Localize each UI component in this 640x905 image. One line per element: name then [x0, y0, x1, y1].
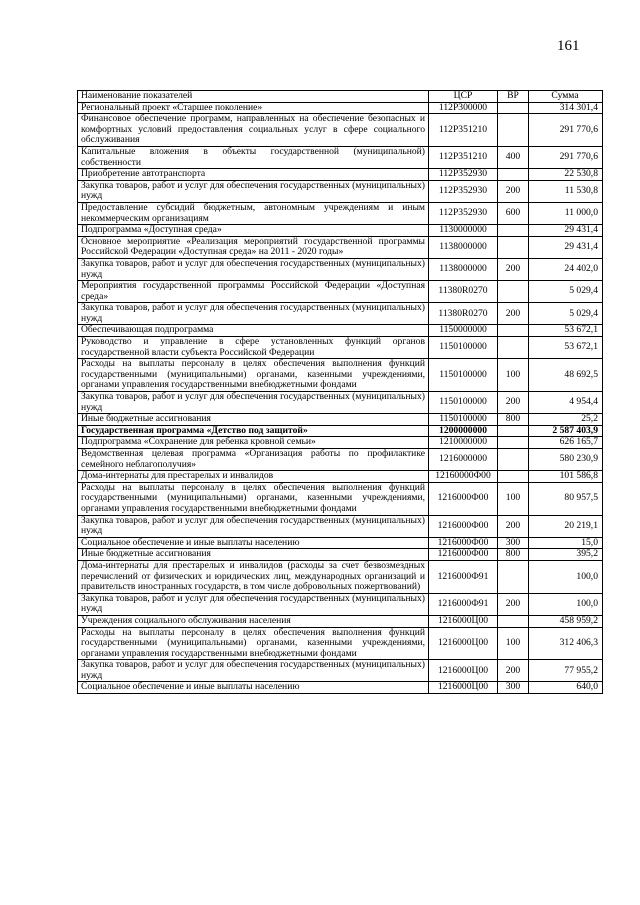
row-sum-cell: 48 692,5 [529, 359, 603, 392]
row-vr-cell: 200 [498, 180, 529, 202]
row-sum-cell: 291 770,6 [529, 114, 603, 147]
row-sum-cell: 24 402,0 [529, 258, 603, 280]
row-sum-cell: 640,0 [529, 682, 603, 694]
row-vr-cell [498, 449, 529, 471]
row-vr-cell [498, 437, 529, 449]
row-sum-cell: 395,2 [529, 549, 603, 561]
row-vr-cell [498, 169, 529, 181]
row-sum-cell: 100,0 [529, 560, 603, 593]
row-csr-cell: 1216000Ц00 [429, 682, 498, 694]
row-csr-cell: 1150100000 [429, 337, 498, 359]
row-sum-cell: 458 959,2 [529, 615, 603, 627]
row-sum-cell: 15,0 [529, 537, 603, 549]
row-sum-cell: 101 586,8 [529, 471, 603, 483]
header-name: Наименование показателей [78, 91, 429, 103]
table-row [78, 169, 603, 181]
row-csr-cell: 1216000Ф00 [429, 537, 498, 549]
row-sum-cell: 5 029,4 [529, 303, 603, 325]
table-row [78, 146, 603, 168]
row-csr-cell: 1216000Ф00 [429, 515, 498, 537]
row-name-cell: Подпрограмма «Сохранение для ребенка кровной семьи» [78, 437, 429, 449]
row-sum-cell: 580 230,9 [529, 449, 603, 471]
row-vr-cell: 300 [498, 682, 529, 694]
row-name-cell: Мероприятия государственной программы Российской Федерации «Доступная среда» [78, 281, 429, 303]
row-csr-cell: 1216000Ф91 [429, 560, 498, 593]
row-name-cell: Закупка товаров, работ и услуг для обеспечения государственных (муниципальных) нужд [78, 180, 429, 202]
row-vr-cell: 400 [498, 146, 529, 168]
table-row [78, 359, 603, 392]
row-csr-cell: 11380R0270 [429, 281, 498, 303]
row-sum-cell: 314 301,4 [529, 102, 603, 114]
table-row [78, 258, 603, 280]
row-name-cell: Основное мероприятие «Реализация мероприятий государственной программы Российской Федерации «Доступная среда» на 2011 - 2020 годы» [78, 236, 429, 258]
table-row [78, 392, 603, 414]
table-row [78, 236, 603, 258]
row-vr-cell: 200 [498, 515, 529, 537]
row-name-cell: Подпрограмма «Доступная среда» [78, 225, 429, 237]
table-row [78, 414, 603, 426]
row-csr-cell: 1150100000 [429, 414, 498, 426]
row-csr-cell: 1138000000 [429, 236, 498, 258]
table-row [78, 437, 603, 449]
row-name-cell: Иные бюджетные ассигнования [78, 414, 429, 426]
header-vr: ВР [498, 91, 529, 103]
table-row [78, 180, 603, 202]
row-name-cell: Социальное обеспечение и иные выплаты населению [78, 537, 429, 549]
row-csr-cell: 1216000Ф00 [429, 482, 498, 515]
row-name-cell: Расходы на выплаты персоналу в целях обеспечения выполнения функций государственными (муниципальными) органами, казенными учреждениями, органами управления государственными внебюджетными фондами [78, 359, 429, 392]
row-vr-cell: 100 [498, 482, 529, 515]
row-vr-cell [498, 337, 529, 359]
table-row [78, 682, 603, 694]
table-row [78, 471, 603, 483]
row-sum-cell: 53 672,1 [529, 325, 603, 337]
row-csr-cell: 1210000000 [429, 437, 498, 449]
row-vr-cell [498, 225, 529, 237]
row-sum-cell: 291 770,6 [529, 146, 603, 168]
row-vr-cell [498, 114, 529, 147]
table-body [78, 102, 603, 693]
table-row [78, 627, 603, 660]
row-sum-cell: 312 406,3 [529, 627, 603, 660]
table-row [78, 549, 603, 561]
row-csr-cell: 112P300000 [429, 102, 498, 114]
table-row [78, 225, 603, 237]
budget-table [77, 90, 603, 694]
row-vr-cell: 600 [498, 202, 529, 224]
row-vr-cell: 800 [498, 549, 529, 561]
row-name-cell: Закупка товаров, работ и услуг для обеспечения государственных (муниципальных) нужд [78, 660, 429, 682]
row-name-cell: Руководство и управление в сфере установленных функций органов государственной власти субъекта Российской Федерации [78, 337, 429, 359]
row-sum-cell: 25,2 [529, 414, 603, 426]
row-name-cell: Обеспечивающая подпрограмма [78, 325, 429, 337]
row-vr-cell: 200 [498, 593, 529, 615]
table-row [78, 425, 603, 437]
row-csr-cell: 112P351210 [429, 146, 498, 168]
row-vr-cell: 200 [498, 258, 529, 280]
row-name-cell: Учреждения социального обслуживания населения [78, 615, 429, 627]
row-vr-cell [498, 236, 529, 258]
header-csr: ЦСР [429, 91, 498, 103]
table-row [78, 482, 603, 515]
row-name-cell: Закупка товаров, работ и услуг для обеспечения государственных (муниципальных) нужд [78, 515, 429, 537]
row-sum-cell: 22 530,8 [529, 169, 603, 181]
row-vr-cell [498, 102, 529, 114]
row-name-cell: Закупка товаров, работ и услуг для обеспечения государственных (муниципальных) нужд [78, 303, 429, 325]
row-name-cell: Социальное обеспечение и иные выплаты населению [78, 682, 429, 694]
row-csr-cell: 1216000Ц00 [429, 627, 498, 660]
row-csr-cell: 12160000Ф00 [429, 471, 498, 483]
row-csr-cell: 112P352930 [429, 202, 498, 224]
row-sum-cell: 29 431,4 [529, 225, 603, 237]
row-name-cell: Государственная программа «Детство под защитой» [78, 425, 429, 437]
row-vr-cell [498, 325, 529, 337]
table-row [78, 449, 603, 471]
table-row [78, 202, 603, 224]
table-row [78, 593, 603, 615]
row-vr-cell: 200 [498, 392, 529, 414]
row-sum-cell: 100,0 [529, 593, 603, 615]
table-row [78, 537, 603, 549]
row-name-cell: Дома-интернаты для престарелых и инвалидов (расходы за счет безвозмездных перечислений от физических и юридических лиц, международных организаций и правительств иностранных государств, в том числе добровольных пожертвований) [78, 560, 429, 593]
row-vr-cell: 300 [498, 537, 529, 549]
row-csr-cell: 112P351210 [429, 114, 498, 147]
row-sum-cell: 5 029,4 [529, 281, 603, 303]
table-row [78, 114, 603, 147]
row-csr-cell: 1200000000 [429, 425, 498, 437]
table-row [78, 515, 603, 537]
row-name-cell: Закупка товаров, работ и услуг для обеспечения государственных (муниципальных) нужд [78, 258, 429, 280]
row-csr-cell: 1216000Ц00 [429, 660, 498, 682]
row-csr-cell: 1216000000 [429, 449, 498, 471]
row-csr-cell: 1150000000 [429, 325, 498, 337]
row-vr-cell: 800 [498, 414, 529, 426]
row-name-cell: Расходы на выплаты персоналу в целях обеспечения выполнения функций государственными (муниципальными) органами, казенными учреждениями, органами управления государственными внебюджетными фондами [78, 627, 429, 660]
table-row [78, 281, 603, 303]
row-name-cell: Ведомственная целевая программа «Организация работы по профилактике семейного неблагополучия» [78, 449, 429, 471]
row-vr-cell: 100 [498, 627, 529, 660]
row-name-cell: Дома-интернаты для престарелых и инвалидов [78, 471, 429, 483]
table-row [78, 303, 603, 325]
row-sum-cell: 80 957,5 [529, 482, 603, 515]
row-csr-cell: 1216000Ф91 [429, 593, 498, 615]
row-sum-cell: 77 955,2 [529, 660, 603, 682]
row-name-cell: Капитальные вложения в объекты государственной (муниципальной) собственности [78, 146, 429, 168]
table-row [78, 660, 603, 682]
row-csr-cell: 1150100000 [429, 359, 498, 392]
header-sum: Сумма [529, 91, 603, 103]
row-vr-cell [498, 560, 529, 593]
row-csr-cell: 112P352930 [429, 180, 498, 202]
row-name-cell: Приобретение автотранспорта [78, 169, 429, 181]
row-name-cell: Финансовое обеспечение программ, направленных на обеспечение безопасных и комфортных условий предоставления социальных услуг в сфере социального обслуживания [78, 114, 429, 147]
row-csr-cell: 1150100000 [429, 392, 498, 414]
row-sum-cell: 11 000,0 [529, 202, 603, 224]
row-sum-cell: 626 165,7 [529, 437, 603, 449]
row-vr-cell: 200 [498, 660, 529, 682]
table-row [78, 325, 603, 337]
row-name-cell: Закупка товаров, работ и услуг для обеспечения государственных (муниципальных) нужд [78, 593, 429, 615]
row-csr-cell: 1216000Ф00 [429, 549, 498, 561]
row-sum-cell: 11 530,8 [529, 180, 603, 202]
row-name-cell: Закупка товаров, работ и услуг для обеспечения государственных (муниципальных) нужд [78, 392, 429, 414]
table-row [78, 560, 603, 593]
row-csr-cell: 112P352930 [429, 169, 498, 181]
row-sum-cell: 20 219,1 [529, 515, 603, 537]
row-vr-cell [498, 425, 529, 437]
row-sum-cell: 53 672,1 [529, 337, 603, 359]
row-csr-cell: 1130000000 [429, 225, 498, 237]
row-name-cell: Иные бюджетные ассигнования [78, 549, 429, 561]
row-vr-cell [498, 471, 529, 483]
table-header-row [78, 91, 603, 103]
table-row [78, 102, 603, 114]
row-vr-cell: 200 [498, 303, 529, 325]
row-vr-cell [498, 615, 529, 627]
row-name-cell: Региональный проект «Старшее поколение» [78, 102, 429, 114]
table-row [78, 615, 603, 627]
row-vr-cell: 100 [498, 359, 529, 392]
table-row [78, 337, 603, 359]
row-sum-cell: 29 431,4 [529, 236, 603, 258]
row-vr-cell [498, 281, 529, 303]
row-name-cell: Предоставление субсидий бюджетным, автономным учреждениям и иным некоммерческим организациям [78, 202, 429, 224]
row-sum-cell: 2 587 403,9 [529, 425, 603, 437]
row-csr-cell: 11380R0270 [429, 303, 498, 325]
page-number: 161 [557, 38, 580, 54]
row-sum-cell: 4 954,4 [529, 392, 603, 414]
row-csr-cell: 1216000Ц00 [429, 615, 498, 627]
row-csr-cell: 1138000000 [429, 258, 498, 280]
row-name-cell: Расходы на выплаты персоналу в целях обеспечения выполнения функций государственными (муниципальными) органами, казенными учреждениями, органами управления государственными внебюджетными фондами [78, 482, 429, 515]
